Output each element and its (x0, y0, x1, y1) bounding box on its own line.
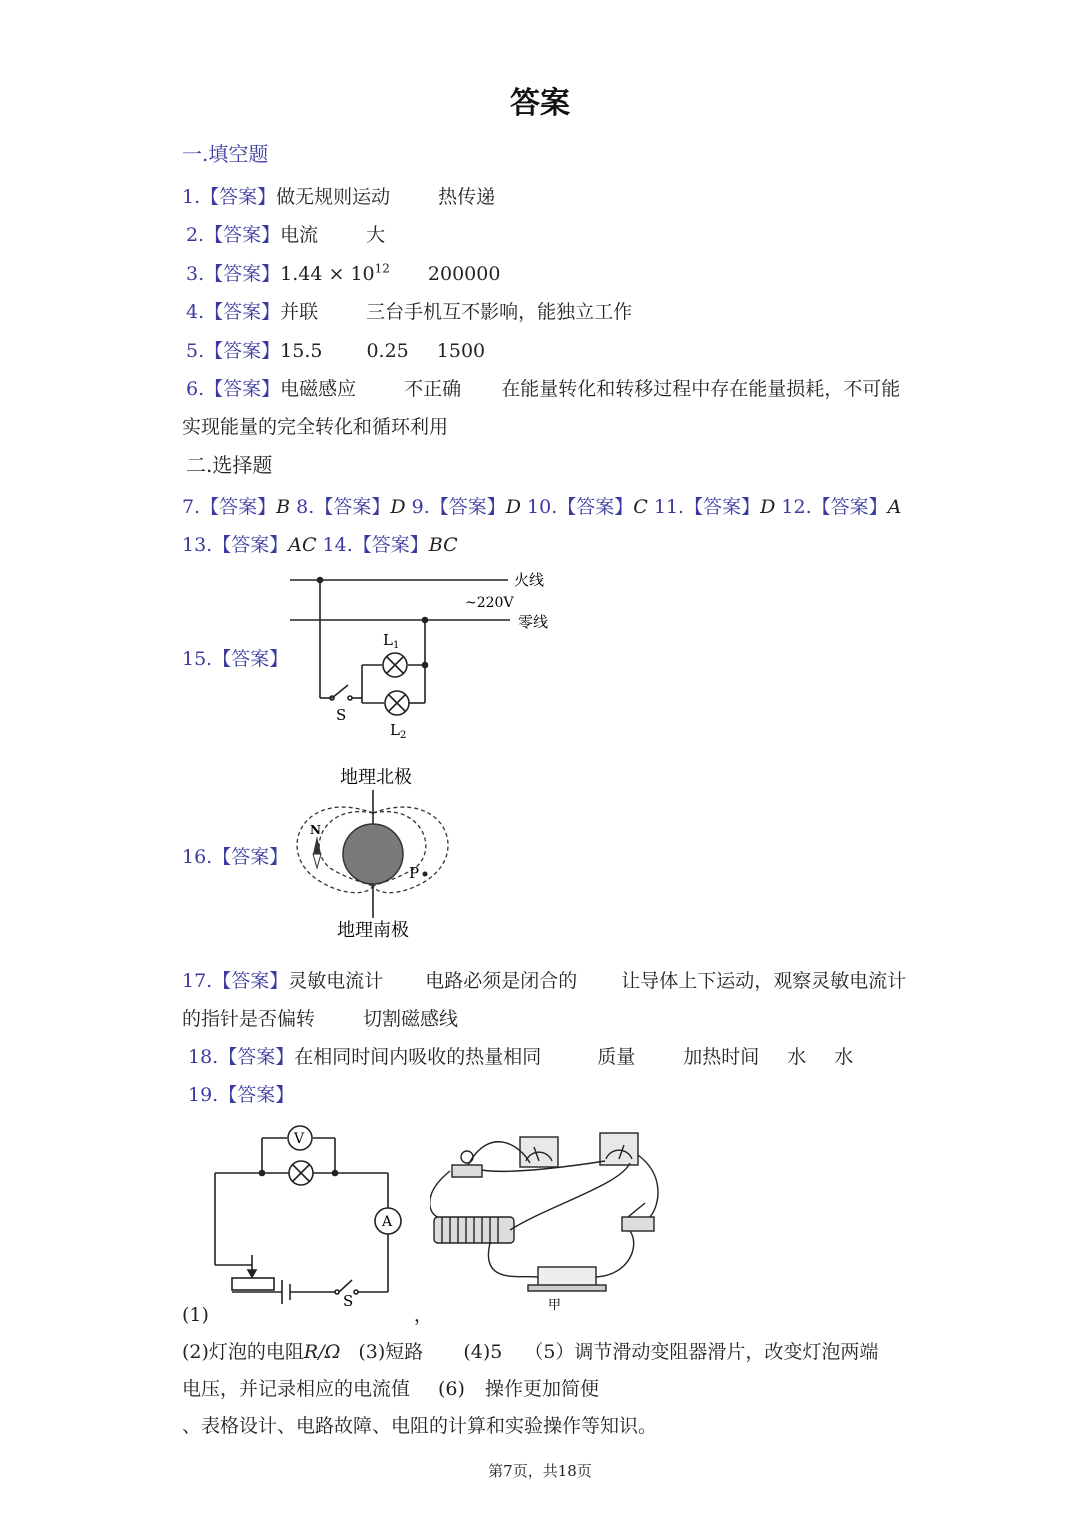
page-title: 答案 (510, 86, 570, 121)
choice-answers-row1 (182, 492, 901, 519)
choice-q11: 11.【答案】D (653, 496, 776, 518)
answer-q19-label: 19.【答案】 (188, 1084, 295, 1106)
household-circuit-diagram (280, 565, 570, 745)
answer-q5: 5.【答案】15.5 0.25 1500 (186, 340, 486, 362)
voltmeter-label: V (294, 1131, 305, 1147)
live-wire-label: 火线 (514, 571, 545, 589)
choice-q8: 8.【答案】D (296, 496, 406, 518)
answer-q17-continued: 的指针是否偏转 切割磁感线 (182, 1008, 459, 1030)
answer-q17: 17.【答案】灵敏电流计 电路必须是闭合的 让导体上下运动，观察灵敏电流计 (182, 970, 907, 992)
switch-label: S (336, 706, 347, 724)
choice-q12: 12.【答案】A (781, 496, 902, 518)
earth-magnetic-field-diagram (285, 758, 465, 948)
answer-q19-parts: (2)灯泡的电阻R/Ω (3)短路 (4)5 （5）调节滑动变阻器滑片，改变灯泡两端 (182, 1341, 879, 1363)
point-p-label: P (409, 864, 420, 882)
answer-q4: 4.【答案】并联 三台手机互不影响，能独立工作 (186, 301, 633, 323)
choice-q13: 13.【答案】AC (182, 534, 317, 556)
physical-circuit-apparatus (430, 1125, 670, 1315)
switch-s-label: S (343, 1292, 354, 1310)
geographic-south-label: 地理南极 (337, 920, 409, 941)
answer-q2: 2.【答案】电流 大 (186, 224, 386, 246)
lamp1-label: $L_1$ (383, 631, 400, 651)
section-fill-in: 一.填空题 (182, 142, 269, 166)
voltage-label: ~220V (465, 595, 514, 611)
answer-q1: 1.【答案】做无规则运动 热传递 (182, 186, 496, 208)
ammeter-label: A (382, 1214, 393, 1230)
answer-q19-part1: (1) ， (182, 1304, 433, 1326)
answer-q19-tail: 、表格设计、电路故障、电阻的计算和实验操作等知识。 (182, 1415, 658, 1437)
lamp2-label: $L_2$ (390, 721, 407, 741)
apparatus-jia-label: 甲 (548, 1298, 562, 1313)
compass-north-label: N (310, 823, 321, 837)
choice-answers-row2 (182, 530, 458, 557)
choice-q14: 14.【答案】BC (322, 534, 458, 556)
choice-q9: 9.【答案】D (411, 496, 521, 518)
answer-q3: 3.【答案】$1.44 \times 10^{12}$ 200000 (186, 261, 501, 285)
answer-q6-continued: 实现能量的完全转化和循环利用 (182, 416, 449, 438)
neutral-wire-label: 零线 (518, 613, 549, 631)
answer-q19-continued: 电压，并记录相应的电流值 (6) 操作更加简便 (182, 1378, 599, 1400)
section-choice: 二.选择题 (186, 453, 273, 477)
answer-q6: 6.【答案】电磁感应 不正确 在能量转化和转移过程中存在能量损耗，不可能 (186, 378, 901, 400)
choice-q10: 10.【答案】C (527, 496, 648, 518)
geographic-north-label: 地理北极 (340, 767, 412, 788)
answer-q18: 18.【答案】在相同时间内吸收的热量相同 质量 加热时间 水 水 (188, 1046, 854, 1068)
choice-q7: 7.【答案】B (182, 496, 291, 518)
answer-q15-label: 15.【答案】 (182, 648, 289, 670)
answer-q16-label: 16.【答案】 (182, 846, 289, 868)
circuit-schematic (200, 1120, 420, 1310)
page-footer: 第7页，共18页 (488, 1462, 592, 1480)
